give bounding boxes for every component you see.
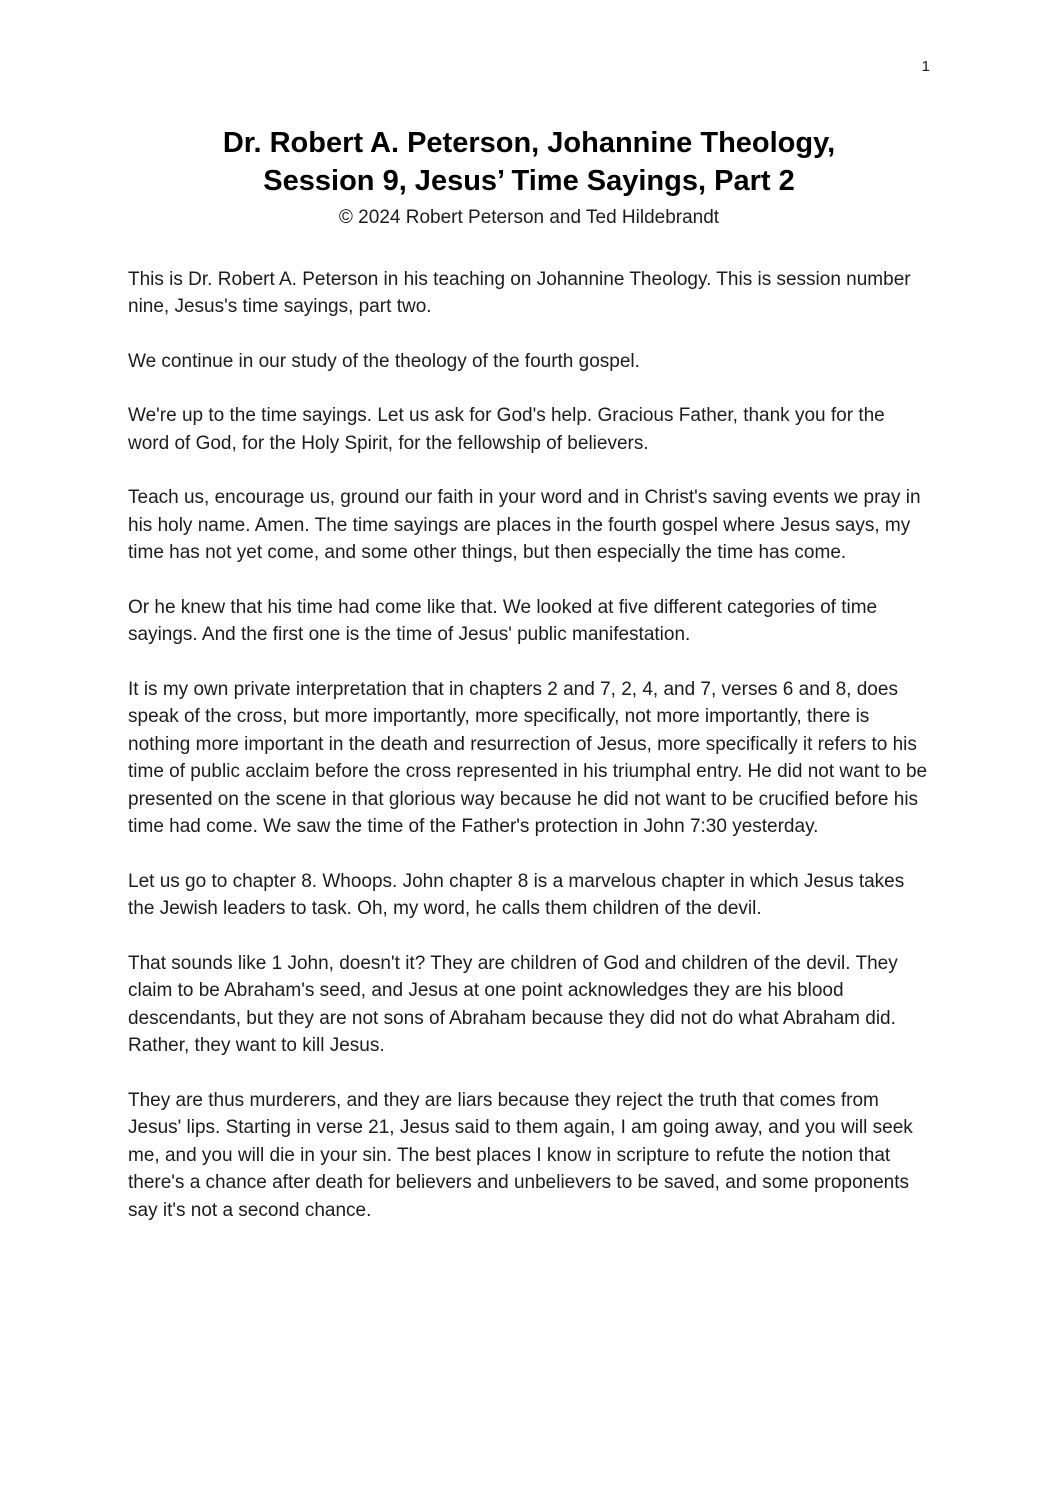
title-line-1: Dr. Robert A. Peterson, Johannine Theology, [222,127,836,159]
document-title [128,124,930,201]
paragraph: This is Dr. Robert A. Peterson in his teaching on Johannine Theology. This is session number nine, Jesus's time sayings, part two. [128,268,911,318]
copyright-line: © 2024 Robert Peterson and Ted Hildebrandt [338,206,720,228]
paragraph: Let us go to chapter 8. Whoops. John chapter 8 is a marvelous chapter in which Jesus takes the Jewish leaders to task. Oh, my word, he calls them children of the devil. [128,870,905,920]
paragraph: They are thus murderers, and they are liars because they reject the truth that comes from Jesus' lips. Starting in verse 21, Jesus said to them again, I am going away, and you will seek me, and you will die in your sin. The best places I know in scripture to refute the notion that there's a chance after death for believers and unbelievers to be saved, and some proponents say it's not a second chance. [128,1089,913,1221]
document-body [128,266,930,1225]
title-line-2: Session 9, Jesus’ Time Sayings, Part 2 [263,165,795,198]
paragraph: Or he knew that his time had come like that. We looked at five different categories of time sayings. And the first one is the time of Jesus' public manifestation. [128,596,878,646]
paragraph: Teach us, encourage us, ground our faith in your word and in Christ's saving events we pray in his holy name. Amen. The time sayings are places in the fourth gospel where Jesus says, my time has not yet come, and some other things, but then especially the time has come. [128,487,921,564]
page-number: 1 [921,58,930,75]
paragraph: We're up to the time sayings. Let us ask for God's help. Gracious Father, thank you for the word of God, for the Holy Spirit, for the fellowship of believers. [128,405,885,454]
paragraph: That sounds like 1 John, doesn't it? They are children of God and children of the devil. They claim to be Abraham's seed, and Jesus at one point acknowledges they are his blood descendants, but they are not sons of Abraham because they did not do what Abraham did. Rather, they want to kill Jesus. [128,952,898,1057]
paragraph: It is my own private interpretation that in chapters 2 and 7, 2, 4, and 7, verses 6 and 8, does speak of the cross, but more importantly, more specifically, not more importantly, there is nothing more important in the death and resurrection of Jesus, more specifically it refers to his time of public acclaim before the cross represented in his triumphal entry. He did not want to be presented on the scene in that glorious way because he did not want to be crucified before his time had come. We saw the time of the Father's protection in John 7:30 yesterday. [128,678,928,838]
paragraph: We continue in our study of the theology of the fourth gospel. [128,350,640,372]
